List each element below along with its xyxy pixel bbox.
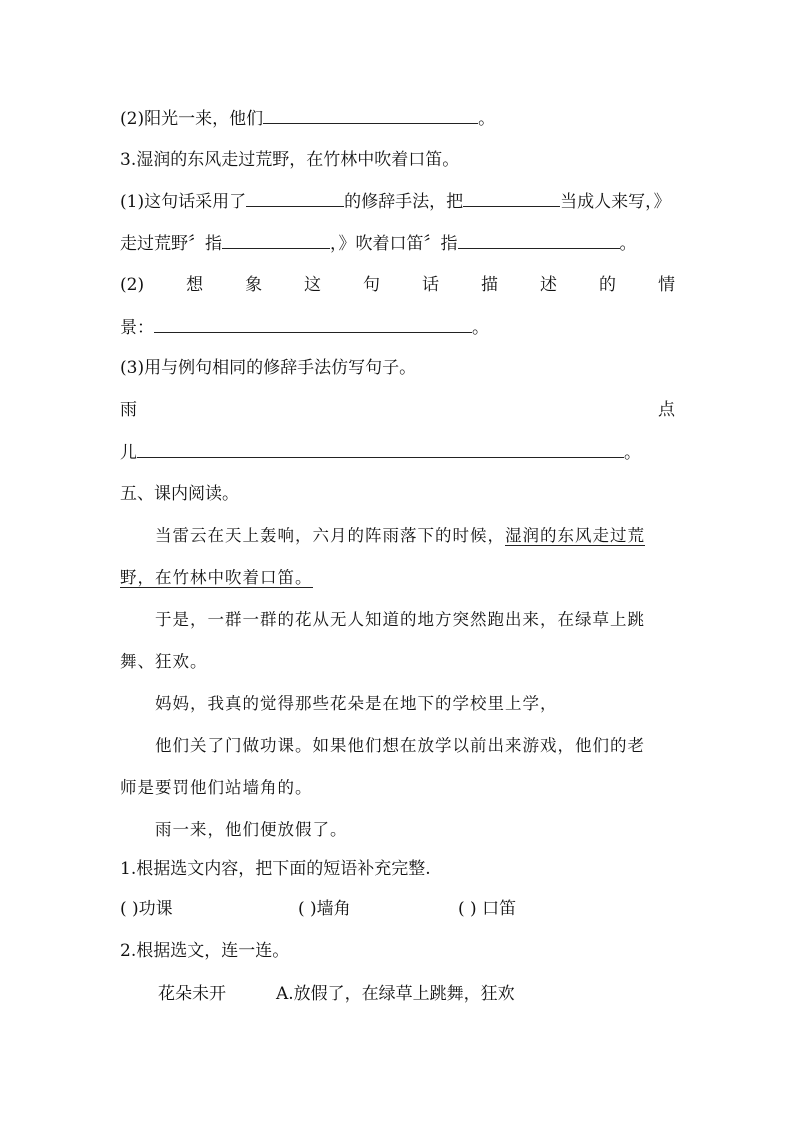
punctuation: 。 bbox=[478, 109, 496, 129]
underlined-sentence: 野，在竹林中吹着口笛。 bbox=[120, 568, 313, 587]
passage-text: 当雷云在天上轰响，六月的阵雨落下的时候， bbox=[155, 526, 505, 545]
question-title: 2.根据选文，连一连。 bbox=[120, 941, 290, 961]
phrase-item-2: ( )墙角 bbox=[298, 899, 351, 919]
answer-blank[interactable] bbox=[137, 441, 624, 458]
passage-line: 于是，一群一群的花从无人知道的地方突然跑出来，在绿草上跳 bbox=[155, 610, 645, 629]
punctuation: 。 bbox=[619, 234, 637, 254]
passage-line bbox=[155, 525, 645, 547]
question-text: (2)阳光一来，他们 bbox=[120, 109, 264, 129]
question-char: 这 bbox=[304, 275, 322, 295]
question-line bbox=[120, 441, 641, 464]
passage-line: 舞、狂欢。 bbox=[120, 652, 208, 671]
answer-blank[interactable] bbox=[458, 232, 620, 249]
answer-blank[interactable] bbox=[463, 190, 560, 207]
question-text: 当成人来写，》 bbox=[560, 192, 671, 212]
question-char: 点 bbox=[658, 400, 675, 420]
question-text: 儿 bbox=[120, 443, 137, 463]
passage-line bbox=[120, 567, 313, 589]
question-char: 象 bbox=[245, 275, 263, 295]
question-char: 述 bbox=[539, 275, 557, 295]
answer-blank[interactable] bbox=[263, 107, 478, 124]
question-text: ，》吹着口笛〞指 bbox=[330, 234, 458, 254]
question-line bbox=[120, 107, 495, 130]
punctuation: 。 bbox=[472, 318, 489, 338]
punctuation: 。 bbox=[624, 443, 641, 463]
answer-blank[interactable] bbox=[222, 232, 330, 249]
question-char: 情 bbox=[657, 275, 675, 295]
question-char: (2) bbox=[120, 275, 145, 295]
question-line-justified bbox=[120, 399, 675, 421]
question-text: 走过荒野〞指 bbox=[120, 234, 222, 254]
question-char: 的 bbox=[598, 275, 616, 295]
question-char: 话 bbox=[422, 275, 440, 295]
question-title: (3)用与例句相同的修辞手法仿写句子。 bbox=[120, 358, 417, 378]
passage-line: 师是要罚他们站墙角的。 bbox=[120, 778, 313, 797]
question-line bbox=[120, 316, 489, 339]
question-char: 想 bbox=[186, 275, 204, 295]
question-title: 3.湿润的东风走过荒野，在竹林中吹着口笛。 bbox=[120, 150, 460, 170]
question-line bbox=[120, 190, 671, 213]
passage-line: 妈妈，我真的觉得那些花朵是在地下的学校里上学， bbox=[155, 694, 558, 713]
match-right-item: A.放假了，在绿草上跳舞，狂欢 bbox=[276, 984, 515, 1004]
underlined-sentence: 湿润的东风走过荒 bbox=[505, 526, 645, 545]
match-left-item: 花朵未开 bbox=[158, 984, 226, 1004]
section-title: 五、课内阅读。 bbox=[120, 484, 239, 504]
phrase-item-3: ( ) 口笛 bbox=[458, 899, 517, 919]
question-line-justified bbox=[120, 274, 675, 296]
question-title: 1.根据选文内容，把下面的短语补充完整. bbox=[120, 859, 431, 879]
question-char: 雨 bbox=[120, 400, 137, 420]
answer-blank[interactable] bbox=[154, 316, 472, 333]
question-text: 的修辞手法，把 bbox=[344, 192, 464, 212]
question-char: 描 bbox=[481, 275, 498, 295]
phrase-item-1: ( )功课 bbox=[120, 899, 173, 919]
question-text: (1)这句话采用了 bbox=[120, 192, 247, 212]
question-char: 句 bbox=[363, 275, 381, 295]
answer-blank[interactable] bbox=[246, 190, 344, 207]
question-text: 景： bbox=[120, 318, 154, 338]
passage-line: 他们关了门做功课。如果他们想在放学以前出来游戏，他们的老 bbox=[155, 736, 645, 755]
passage-line: 雨一来，他们便放假了。 bbox=[155, 820, 348, 839]
question-line bbox=[120, 232, 637, 255]
